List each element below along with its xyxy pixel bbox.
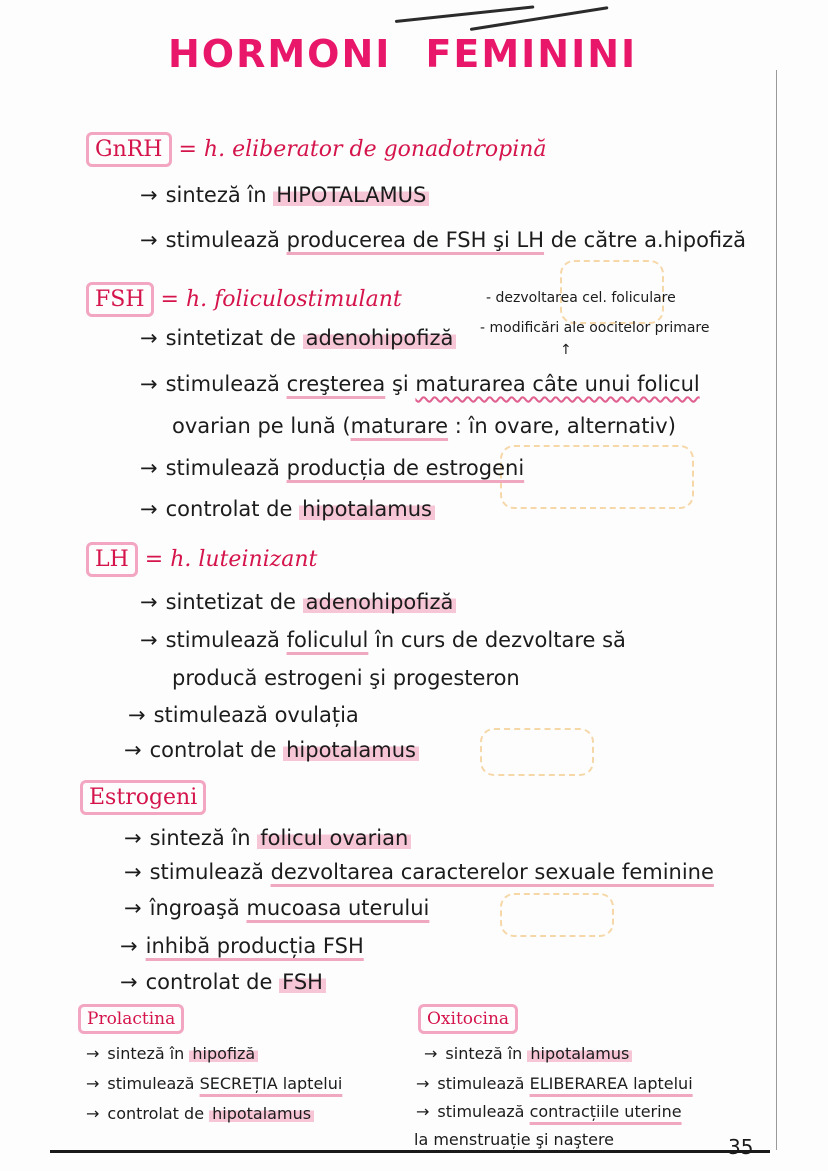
gnrh-abbr-box: GnRH (86, 132, 172, 167)
text: stimulează (437, 1102, 530, 1121)
text: ovarian pe lună ( (172, 414, 351, 438)
wavy-underlined: maturarea câte unui folicul (415, 372, 700, 396)
prolactina-heading (78, 1004, 184, 1034)
highlight: adenohipofiză (303, 326, 457, 350)
text: stimulează (165, 456, 287, 480)
title-word-2: FEMININI (425, 32, 638, 76)
underlined: contracțiile uterine (529, 1102, 682, 1121)
text: de către a.hipofiză (544, 228, 747, 252)
arrow-icon: → (128, 703, 146, 727)
oxitocina-title-box: Oxitocina (418, 1004, 518, 1034)
underlined: mucoasa uterului (246, 896, 430, 920)
margin-line (776, 70, 777, 1150)
text: sinteză în (107, 1044, 190, 1063)
text: controlat de (145, 970, 280, 994)
estrogeni-item-4 (120, 934, 364, 958)
arrow-icon: → (86, 1104, 100, 1123)
underlined: producția de estrogeni (286, 456, 525, 480)
lh-item-2-continued: producă estrogeni şi progesteron (172, 666, 520, 690)
highlight: HIPOTALAMUS (273, 183, 429, 207)
arrow-icon: → (140, 326, 158, 350)
arrow-icon: → (140, 628, 158, 652)
arrow-icon: → (86, 1044, 100, 1063)
underlined: producerea de FSH şi LH (286, 228, 545, 252)
oxitocina-item-1 (424, 1044, 632, 1063)
text: sinteză în (149, 826, 258, 850)
arrow-icon: → (120, 934, 138, 958)
fsh-abbr-box: FSH (86, 282, 154, 317)
underlined: ELIBERAREA laptelui (529, 1074, 693, 1093)
page-title (168, 32, 637, 76)
highlight: folicul ovarian (257, 826, 411, 850)
arrow-icon: → (140, 372, 158, 396)
text: sinteză în (165, 183, 274, 207)
estrogeni-heading (80, 780, 206, 815)
text: şi (385, 372, 416, 396)
lh-item-4 (124, 738, 419, 762)
underlined: creşterea (286, 372, 386, 396)
text: : în ovare, alternativ) (448, 414, 676, 438)
arrow-icon: → (86, 1074, 100, 1093)
highlight: hipotalamus (527, 1044, 632, 1063)
decorative-doodle (500, 893, 614, 937)
text: stimulează (165, 372, 287, 396)
fsh-definition: = h. foliculostimulant (160, 287, 402, 312)
text: sinteză în (445, 1044, 528, 1063)
prolactina-title-box: Prolactina (78, 1004, 184, 1034)
gnrh-item-2 (140, 228, 746, 252)
fsh-heading (86, 282, 402, 317)
gnrh-definition: = h. eliberator de gonadotropină (178, 137, 547, 162)
text: controlat de (107, 1104, 210, 1123)
page-number: 35 (728, 1135, 754, 1159)
text: stimulează (165, 628, 287, 652)
text: sintetizat de (165, 590, 303, 614)
underlined: SECREȚIA laptelui (199, 1074, 343, 1093)
text: controlat de (165, 497, 300, 521)
arrow-icon: → (416, 1074, 430, 1093)
underlined: maturare (350, 414, 449, 438)
text: stimulează (165, 228, 287, 252)
arrow-icon: → (140, 183, 158, 207)
prolactina-item-1 (86, 1044, 258, 1063)
fsh-side-note-arrow: ↑ (560, 342, 572, 358)
fsh-side-note-2: - modificări ale oocitelor primare (480, 320, 710, 336)
fsh-item-1 (140, 326, 456, 350)
lh-heading (86, 542, 317, 577)
oxitocina-heading (418, 1004, 518, 1034)
arrow-icon: → (124, 738, 142, 762)
arrow-icon: → (120, 970, 138, 994)
text: stimulează (107, 1074, 200, 1093)
estrogeni-title-box: Estrogeni (80, 780, 206, 815)
decorative-doodle (480, 728, 594, 776)
arrow-icon: → (140, 456, 158, 480)
fsh-item-2 (140, 372, 700, 396)
estrogeni-item-5 (120, 970, 326, 994)
prolactina-item-2 (86, 1074, 342, 1093)
text: sintetizat de (165, 326, 303, 350)
lh-item-1 (140, 590, 456, 614)
estrogeni-item-2 (124, 860, 714, 884)
highlight: adenohipofiză (303, 590, 457, 614)
underlined: inhibă producția FSH (145, 934, 364, 958)
page-bottom-line (50, 1150, 770, 1153)
arrow-icon: → (416, 1102, 430, 1121)
underlined: foliculul (286, 628, 369, 652)
highlight: hipofiză (189, 1044, 258, 1063)
estrogeni-item-3 (124, 896, 429, 920)
arrow-icon: → (140, 497, 158, 521)
oxitocina-item-3-continued: la menstruație şi naştere (414, 1130, 615, 1149)
fsh-item-2-continued (172, 414, 676, 438)
lh-item-2 (140, 628, 626, 652)
arrow-icon: → (124, 826, 142, 850)
text: în curs de dezvoltare să (368, 628, 626, 652)
arrow-icon: → (124, 896, 142, 920)
highlight: FSH (279, 970, 326, 994)
underlined: dezvoltarea caracterelor sexuale feminine (270, 860, 714, 884)
estrogeni-item-1 (124, 826, 411, 850)
highlight: hipotalamus (299, 497, 435, 521)
text: controlat de (149, 738, 284, 762)
decorative-doodle (500, 445, 694, 509)
highlight: hipotalamus (283, 738, 419, 762)
oxitocina-item-3 (416, 1102, 682, 1121)
lh-item-3 (128, 703, 359, 727)
text: stimulează (149, 860, 271, 884)
gnrh-item-1 (140, 183, 429, 207)
text: îngroaşă (149, 896, 247, 920)
lh-definition: = h. luteinizant (144, 547, 318, 572)
prolactina-item-3 (86, 1104, 314, 1123)
fsh-item-4 (140, 497, 435, 521)
arrow-icon: → (140, 228, 158, 252)
highlight: hipotalamus (209, 1104, 314, 1123)
oxitocina-item-2 (416, 1074, 693, 1093)
arrow-icon: → (140, 590, 158, 614)
arrow-icon: → (424, 1044, 438, 1063)
text: stimulează (437, 1074, 530, 1093)
arrow-icon: → (124, 860, 142, 884)
fsh-side-note-1: - dezvoltarea cel. foliculare (486, 290, 676, 306)
text: stimulează ovulația (153, 703, 359, 727)
title-word-1: HORMONI (168, 32, 392, 76)
lh-abbr-box: LH (86, 542, 138, 577)
fsh-item-3 (140, 456, 524, 480)
gnrh-heading (86, 132, 547, 167)
